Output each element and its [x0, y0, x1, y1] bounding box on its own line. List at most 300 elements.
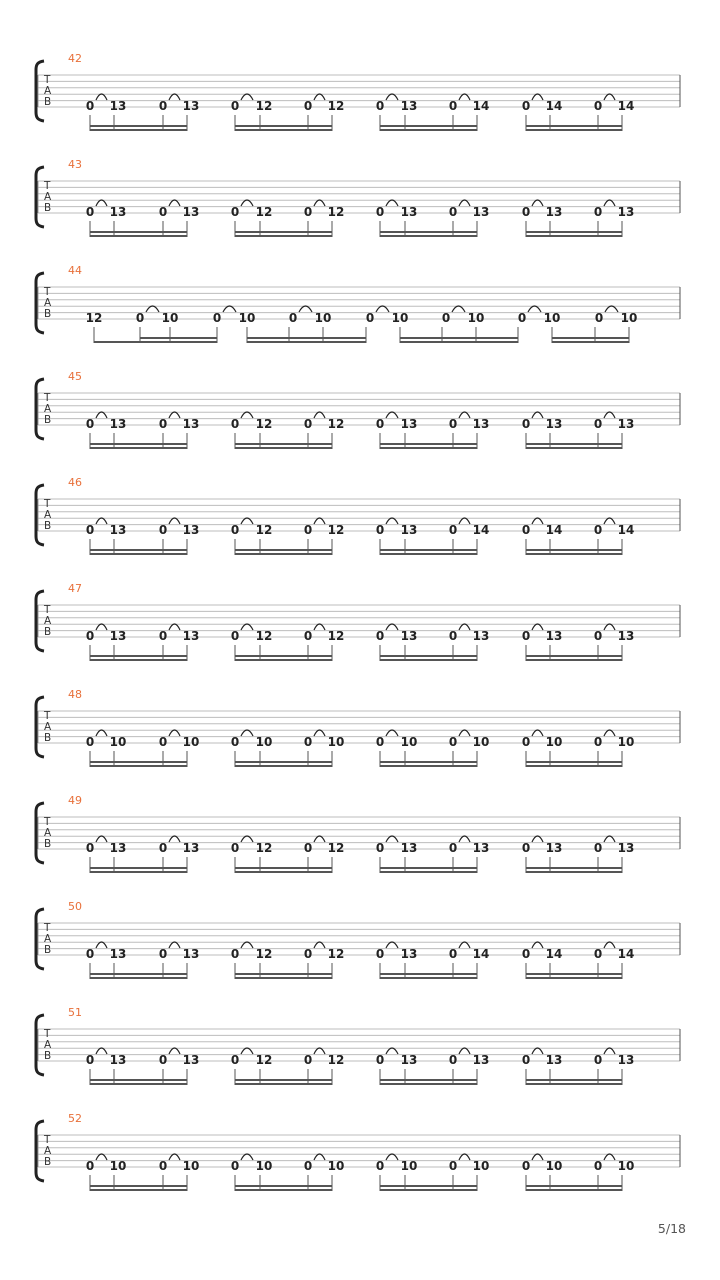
slur-arc — [604, 412, 615, 418]
slur-arc — [314, 94, 325, 100]
slur-arc — [452, 306, 465, 312]
fret-number: 0 — [517, 311, 527, 325]
fret-number: 12 — [255, 205, 273, 219]
system-bracket — [36, 591, 44, 651]
tab-system — [36, 1006, 680, 1085]
fret-number: 0 — [448, 417, 458, 431]
fret-number: 0 — [230, 523, 240, 537]
tab-clef-letter: A — [44, 933, 52, 945]
fret-number: 13 — [182, 523, 200, 537]
fret-number: 0 — [303, 735, 313, 749]
fret-number: 10 — [400, 735, 418, 749]
fret-number: 10 — [543, 311, 561, 325]
slur-arc — [386, 200, 398, 206]
tab-system — [36, 158, 680, 237]
slur-arc — [459, 624, 470, 630]
fret-number: 0 — [212, 311, 222, 325]
fret-number: 0 — [303, 417, 313, 431]
fret-number: 0 — [521, 841, 531, 855]
fret-number: 12 — [327, 841, 345, 855]
fret-number: 0 — [375, 947, 385, 961]
page-number: 5/18 — [657, 1221, 686, 1236]
slur-arc — [169, 624, 180, 630]
fret-number: 10 — [391, 311, 409, 325]
slur-arc — [604, 200, 615, 206]
measure-number: 51 — [68, 1006, 82, 1019]
measure-number: 46 — [68, 476, 82, 489]
fret-number: 0 — [85, 523, 95, 537]
fret-number: 14 — [545, 947, 563, 961]
fret-number: 0 — [230, 629, 240, 643]
tab-clef-letter: A — [44, 615, 52, 627]
fret-number: 0 — [448, 1159, 458, 1173]
fret-number: 10 — [472, 735, 490, 749]
tab-clef-letter: T — [44, 180, 51, 192]
fret-number: 12 — [327, 417, 345, 431]
slur-arc — [376, 306, 389, 312]
fret-number: 0 — [303, 947, 313, 961]
slur-arc — [169, 942, 180, 948]
tab-clef-letter: T — [44, 604, 51, 616]
fret-number: 13 — [617, 841, 635, 855]
tab-clef-letter: B — [44, 838, 52, 850]
system-bracket — [36, 167, 44, 227]
fret-number: 0 — [85, 417, 95, 431]
slur-arc — [459, 1048, 470, 1054]
fret-number: 0 — [158, 1159, 168, 1173]
fret-number: 0 — [448, 99, 458, 113]
slur-arc — [96, 94, 107, 100]
fret-number: 10 — [620, 311, 638, 325]
slur-arc — [314, 412, 325, 418]
fret-number: 12 — [255, 1053, 273, 1067]
slur-arc — [314, 624, 325, 630]
tab-clef-letter: A — [44, 191, 52, 203]
fret-number: 0 — [230, 947, 240, 961]
fret-number: 0 — [375, 841, 385, 855]
tab-clef-letter: A — [44, 509, 52, 521]
fret-number: 0 — [303, 1053, 313, 1067]
slur-arc — [96, 200, 107, 206]
fret-number: 12 — [255, 947, 273, 961]
fret-number: 13 — [109, 629, 127, 643]
slur-arc — [459, 200, 470, 206]
fret-number: 0 — [593, 1159, 603, 1173]
fret-number: 10 — [238, 311, 256, 325]
slur-arc — [314, 1154, 325, 1160]
fret-number: 0 — [230, 1159, 240, 1173]
fret-number: 0 — [158, 735, 168, 749]
slur-arc — [532, 1154, 543, 1160]
fret-number: 13 — [109, 417, 127, 431]
fret-number: 0 — [593, 841, 603, 855]
measure-number: 48 — [68, 688, 82, 701]
fret-number: 0 — [85, 841, 95, 855]
fret-number: 0 — [593, 523, 603, 537]
fret-number: 10 — [327, 1159, 345, 1173]
fret-number: 0 — [448, 205, 458, 219]
slur-arc — [604, 942, 615, 948]
fret-number: 14 — [545, 99, 563, 113]
fret-number: 13 — [472, 841, 490, 855]
fret-number: 10 — [545, 735, 563, 749]
fret-number: 0 — [158, 205, 168, 219]
fret-number: 14 — [617, 99, 635, 113]
slur-arc — [386, 624, 398, 630]
fret-number: 12 — [255, 99, 273, 113]
fret-number: 13 — [617, 629, 635, 643]
tab-clef-letter: A — [44, 1039, 52, 1051]
fret-number: 14 — [472, 947, 490, 961]
fret-number: 12 — [85, 311, 103, 325]
slur-arc — [223, 306, 236, 312]
slur-arc — [96, 624, 107, 630]
slur-arc — [532, 836, 543, 842]
measure-number: 45 — [68, 370, 82, 383]
fret-number: 10 — [617, 735, 635, 749]
slur-arc — [459, 412, 470, 418]
measure-number: 44 — [68, 264, 82, 277]
fret-number: 12 — [327, 99, 345, 113]
measure-number: 47 — [68, 582, 82, 595]
slur-arc — [532, 200, 543, 206]
fret-number: 10 — [182, 735, 200, 749]
slur-arc — [314, 1048, 325, 1054]
fret-number: 0 — [230, 99, 240, 113]
fret-number: 13 — [472, 1053, 490, 1067]
fret-number: 0 — [448, 841, 458, 855]
tab-clef-letter: T — [44, 392, 51, 404]
slur-arc — [314, 836, 325, 842]
slur-arc — [532, 518, 543, 524]
measure-number: 52 — [68, 1112, 82, 1125]
slur-arc — [604, 518, 615, 524]
slur-arc — [241, 730, 253, 736]
fret-number: 0 — [230, 1053, 240, 1067]
fret-number: 12 — [327, 1053, 345, 1067]
fret-number: 0 — [593, 947, 603, 961]
fret-number: 10 — [109, 1159, 127, 1173]
fret-number: 14 — [545, 523, 563, 537]
fret-number: 0 — [375, 1159, 385, 1173]
fret-number: 0 — [85, 205, 95, 219]
fret-number: 0 — [158, 947, 168, 961]
slur-arc — [532, 1048, 543, 1054]
fret-number: 10 — [467, 311, 485, 325]
fret-number: 0 — [303, 523, 313, 537]
tab-clef-letter: B — [44, 202, 52, 214]
fret-number: 0 — [158, 841, 168, 855]
fret-number: 13 — [400, 1053, 418, 1067]
fret-number: 0 — [303, 841, 313, 855]
fret-number: 10 — [327, 735, 345, 749]
fret-number: 10 — [109, 735, 127, 749]
fret-number: 13 — [400, 629, 418, 643]
fret-number: 0 — [303, 205, 313, 219]
tab-clef-letter: T — [44, 1134, 51, 1146]
slur-arc — [241, 836, 253, 842]
slur-arc — [169, 94, 180, 100]
tab-clef-letter: A — [44, 827, 52, 839]
fret-number: 13 — [109, 841, 127, 855]
fret-number: 13 — [109, 99, 127, 113]
fret-number: 0 — [230, 841, 240, 855]
slur-arc — [386, 1048, 398, 1054]
slur-arc — [604, 836, 615, 842]
fret-number: 13 — [109, 1053, 127, 1067]
slur-arc — [169, 730, 180, 736]
measure-number: 42 — [68, 52, 82, 65]
slur-arc — [532, 942, 543, 948]
fret-number: 0 — [303, 629, 313, 643]
fret-number: 0 — [375, 523, 385, 537]
fret-number: 10 — [545, 1159, 563, 1173]
fret-number: 0 — [594, 311, 604, 325]
tab-clef-letter: A — [44, 85, 52, 97]
fret-number: 13 — [617, 205, 635, 219]
fret-number: 13 — [400, 947, 418, 961]
fret-number: 0 — [521, 99, 531, 113]
fret-number: 13 — [545, 841, 563, 855]
fret-number: 13 — [182, 629, 200, 643]
fret-number: 10 — [472, 1159, 490, 1173]
fret-number: 0 — [441, 311, 451, 325]
slur-arc — [532, 94, 543, 100]
fret-number: 13 — [182, 947, 200, 961]
system-bracket — [36, 1015, 44, 1075]
slur-arc — [532, 624, 543, 630]
slur-arc — [386, 412, 398, 418]
fret-number: 0 — [521, 1159, 531, 1173]
fret-number: 0 — [375, 1053, 385, 1067]
fret-number: 0 — [303, 99, 313, 113]
slur-arc — [241, 624, 253, 630]
tab-clef-letter: A — [44, 403, 52, 415]
fret-number: 0 — [288, 311, 298, 325]
fret-number: 0 — [521, 947, 531, 961]
slur-arc — [96, 1154, 107, 1160]
slur-arc — [96, 412, 107, 418]
fret-number: 13 — [617, 417, 635, 431]
slur-arc — [169, 200, 180, 206]
fret-number: 13 — [472, 205, 490, 219]
slur-arc — [169, 412, 180, 418]
slur-arc — [241, 94, 253, 100]
tab-clef-letter: A — [44, 1145, 52, 1157]
slur-arc — [532, 730, 543, 736]
fret-number: 0 — [158, 99, 168, 113]
fret-number: 0 — [85, 1159, 95, 1173]
slur-arc — [459, 730, 470, 736]
tab-system — [36, 688, 680, 767]
slur-arc — [96, 730, 107, 736]
slur-arc — [528, 306, 541, 312]
slur-arc — [459, 942, 470, 948]
slur-arc — [604, 94, 615, 100]
fret-number: 12 — [255, 841, 273, 855]
system-bracket — [36, 485, 44, 545]
slur-arc — [386, 518, 398, 524]
tab-clef-letter: B — [44, 1050, 52, 1062]
fret-number: 13 — [109, 947, 127, 961]
fret-number: 13 — [182, 417, 200, 431]
fret-number: 13 — [182, 205, 200, 219]
fret-number: 0 — [448, 523, 458, 537]
slur-arc — [314, 730, 325, 736]
tab-system — [36, 370, 680, 449]
system-bracket — [36, 803, 44, 863]
fret-number: 13 — [545, 629, 563, 643]
tab-clef-letter: T — [44, 286, 51, 298]
slur-arc — [314, 200, 325, 206]
slur-arc — [241, 200, 253, 206]
slur-arc — [604, 624, 615, 630]
fret-number: 12 — [255, 629, 273, 643]
system-bracket — [36, 1121, 44, 1181]
tab-clef-letter: T — [44, 74, 51, 86]
tab-clef-letter: B — [44, 96, 52, 108]
fret-number: 0 — [593, 205, 603, 219]
fret-number: 0 — [448, 947, 458, 961]
tab-system — [36, 582, 680, 661]
tab-system — [36, 264, 680, 343]
slur-arc — [604, 1048, 615, 1054]
fret-number: 0 — [230, 735, 240, 749]
fret-number: 13 — [400, 523, 418, 537]
slur-arc — [96, 942, 107, 948]
fret-number: 13 — [182, 99, 200, 113]
fret-number: 13 — [109, 205, 127, 219]
tab-clef-letter: B — [44, 732, 52, 744]
fret-number: 0 — [521, 417, 531, 431]
slur-arc — [241, 1048, 253, 1054]
tab-clef-letter: T — [44, 922, 51, 934]
fret-number: 12 — [327, 629, 345, 643]
tab-clef-letter: B — [44, 626, 52, 638]
tab-clef-letter: A — [44, 297, 52, 309]
slur-arc — [96, 1048, 107, 1054]
slur-arc — [169, 836, 180, 842]
fret-number: 0 — [521, 523, 531, 537]
fret-number: 0 — [375, 205, 385, 219]
slur-arc — [386, 94, 398, 100]
fret-number: 13 — [472, 417, 490, 431]
fret-number: 13 — [182, 841, 200, 855]
slur-arc — [241, 942, 253, 948]
slur-arc — [532, 412, 543, 418]
slur-arc — [386, 836, 398, 842]
slur-arc — [169, 1048, 180, 1054]
fret-number: 10 — [617, 1159, 635, 1173]
slur-arc — [459, 836, 470, 842]
fret-number: 0 — [85, 735, 95, 749]
fret-number: 0 — [303, 1159, 313, 1173]
fret-number: 0 — [448, 629, 458, 643]
fret-number: 14 — [472, 523, 490, 537]
fret-number: 0 — [593, 417, 603, 431]
slur-arc — [314, 942, 325, 948]
fret-number: 0 — [521, 735, 531, 749]
system-bracket — [36, 61, 44, 121]
fret-number: 13 — [472, 629, 490, 643]
fret-number: 0 — [158, 629, 168, 643]
tab-system — [36, 794, 680, 873]
measure-number: 50 — [68, 900, 82, 913]
fret-number: 0 — [230, 417, 240, 431]
fret-number: 0 — [365, 311, 375, 325]
tab-clef-letter: B — [44, 944, 52, 956]
slur-arc — [241, 1154, 253, 1160]
fret-number: 0 — [158, 523, 168, 537]
fret-number: 13 — [617, 1053, 635, 1067]
fret-number: 10 — [161, 311, 179, 325]
fret-number: 10 — [314, 311, 332, 325]
system-bracket — [36, 379, 44, 439]
fret-number: 0 — [85, 947, 95, 961]
fret-number: 13 — [400, 841, 418, 855]
slur-arc — [169, 518, 180, 524]
fret-number: 10 — [182, 1159, 200, 1173]
slur-arc — [386, 1154, 398, 1160]
tab-clef-letter: B — [44, 414, 52, 426]
tab-system — [36, 52, 680, 131]
slur-arc — [241, 412, 253, 418]
fret-number: 0 — [158, 1053, 168, 1067]
fret-number: 0 — [375, 735, 385, 749]
fret-number: 13 — [400, 99, 418, 113]
fret-number: 13 — [545, 417, 563, 431]
fret-number: 10 — [400, 1159, 418, 1173]
measure-number: 43 — [68, 158, 82, 171]
fret-number: 0 — [593, 735, 603, 749]
fret-number: 0 — [375, 99, 385, 113]
slur-arc — [459, 94, 470, 100]
tab-clef-letter: B — [44, 308, 52, 320]
fret-number: 0 — [85, 99, 95, 113]
fret-number: 0 — [521, 1053, 531, 1067]
slur-arc — [459, 1154, 470, 1160]
fret-number: 0 — [375, 629, 385, 643]
tab-system — [36, 476, 680, 555]
system-bracket — [36, 697, 44, 757]
tab-clef-letter: T — [44, 1028, 51, 1040]
fret-number: 0 — [593, 1053, 603, 1067]
slur-arc — [169, 1154, 180, 1160]
slur-arc — [241, 518, 253, 524]
fret-number: 14 — [617, 947, 635, 961]
fret-number: 12 — [327, 947, 345, 961]
fret-number: 10 — [255, 735, 273, 749]
slur-arc — [96, 518, 107, 524]
fret-number: 0 — [521, 629, 531, 643]
slur-arc — [386, 942, 398, 948]
tab-system — [36, 900, 680, 979]
tab-clef-letter: B — [44, 1156, 52, 1168]
tab-clef-letter: T — [44, 816, 51, 828]
slur-arc — [459, 518, 470, 524]
fret-number: 0 — [85, 629, 95, 643]
tab-clef-letter: T — [44, 498, 51, 510]
fret-number: 13 — [109, 523, 127, 537]
fret-number: 14 — [472, 99, 490, 113]
slur-arc — [604, 1154, 615, 1160]
fret-number: 10 — [255, 1159, 273, 1173]
fret-number: 0 — [593, 99, 603, 113]
fret-number: 0 — [375, 417, 385, 431]
fret-number: 0 — [158, 417, 168, 431]
fret-number: 0 — [230, 205, 240, 219]
system-bracket — [36, 909, 44, 969]
